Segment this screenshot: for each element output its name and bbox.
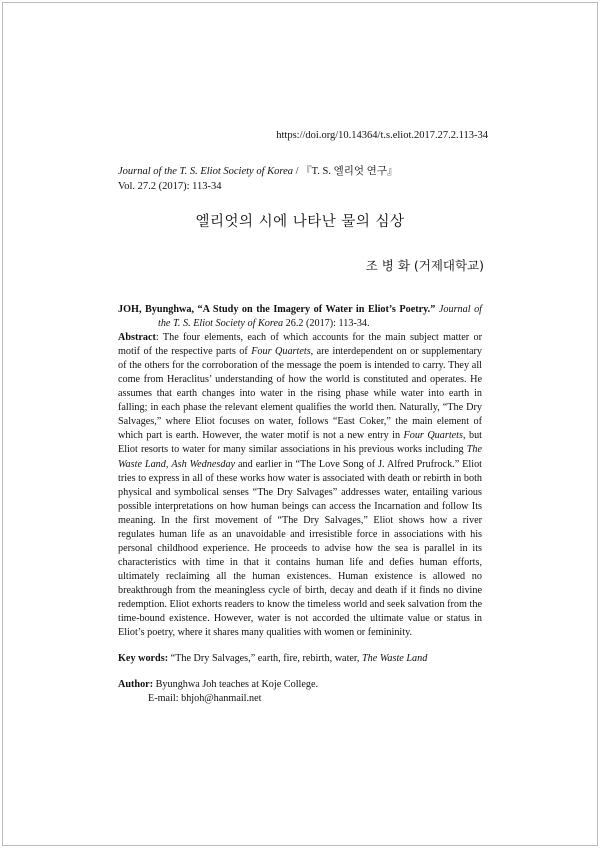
paper-content xyxy=(118,303,482,706)
abstract-text: , are interdependent on or supplementary of the others for the corroboration of the message the poem is intended to carry. They all come from Heraclitus’ understanding of how the world is constituted and operates. He assumes that earth changes into water in the rising phase while water into earth in falling; in each phase the relevant element qualifies the world then. Naturally, “The Dry Salvages,” where Eliot focuses on water, follows “East Coker,” the main element of which part is earth. However, the water motif is not a new entry in xyxy=(118,346,482,442)
author-name-korean: 조 병 화 (거제대학교) xyxy=(365,258,484,273)
citation-details: 26.2 (2017): 113-34. xyxy=(283,318,370,330)
abstract-italic-title: The Waste Land xyxy=(118,444,482,470)
author-label: Author: xyxy=(118,679,154,691)
citation-author-title: JOH, Byunghwa, “A Study on the Imagery of Water in Eliot’s Poetry.” xyxy=(118,304,436,315)
journal-name-en: Journal of the T. S. Eliot Society of Korea xyxy=(118,166,293,177)
abstract-italic-title: Ash Wednesday xyxy=(171,458,236,470)
citation-journal-a: Journal of the xyxy=(158,304,482,330)
abstract-text: , but Eliot resorts to water for many similar associations in his previous works including xyxy=(118,430,482,456)
abstract-label: Abstract xyxy=(118,332,156,344)
keywords-label: Key words: xyxy=(118,653,169,665)
paper-title: 엘리엇의 시에 나타난 물의 심상 xyxy=(195,214,405,230)
abstract-text: : The four elements, each of which accounts for the main subject matter or motif of the respective parts of xyxy=(118,332,482,358)
citation xyxy=(118,303,482,331)
keywords xyxy=(118,652,482,666)
journal-header xyxy=(118,164,397,194)
journal-separator: / xyxy=(292,166,302,177)
keywords-italic: The Waste Land xyxy=(362,653,428,665)
author-email[interactable]: E-mail: bhjoh@hanmail.net xyxy=(148,693,262,705)
journal-name-ko: 『T. S. 엘리엇 연구』 xyxy=(301,166,398,177)
abstract xyxy=(118,331,482,640)
author-line xyxy=(118,678,482,692)
keywords-text: “The Dry Salvages,” earth, fire, rebirth, water, xyxy=(168,653,363,665)
citation-journal-b: T. S. Eliot Society of Korea xyxy=(173,318,284,330)
abstract-italic-title: Four Quartets xyxy=(403,430,463,442)
abstract-italic-title: Four Quartets xyxy=(251,346,311,358)
abstract-text: and earlier in “The Love Song of J. Alfred Prufrock.” Eliot tries to express in all of these works how water is associated with death or rebirth in both physical and symbolical senses “The Dry Salvages” addresses water, entailing various possible interpretations on how human beings can access the Incarnation and follow Its meaning. In the first movement of “The Dry Salvages,” Eliot shows how a river regulates human life as an unavoidable and irresistible force in associations with his personal childhood experience. He proceeds to advise how the sea is parallel in its characteristics with time in that it contains human life and defies human efforts, ultimately reclaiming all the human existences. Human existence is allowed no breakthrough from the meaningless cycle of birth, decay and death if it finds no divine redemption. Eliot exhorts readers to know the timeless world and seek salvation from the time-bound existence. However, water is not accorded the ultimate value or status in Eliot’s poetry, where it shares many qualities with women or femininity. xyxy=(118,458,482,639)
author-info xyxy=(118,678,482,706)
doi-link[interactable]: https://doi.org/10.14364/t.s.eliot.2017.27.2.113-34 xyxy=(276,130,488,141)
author-text: Byunghwa Joh teaches at Koje College. xyxy=(153,679,319,691)
abstract-text: , xyxy=(165,458,172,470)
journal-name-line xyxy=(118,164,397,179)
journal-volume: Vol. 27.2 (2017): 113-34 xyxy=(118,181,222,192)
